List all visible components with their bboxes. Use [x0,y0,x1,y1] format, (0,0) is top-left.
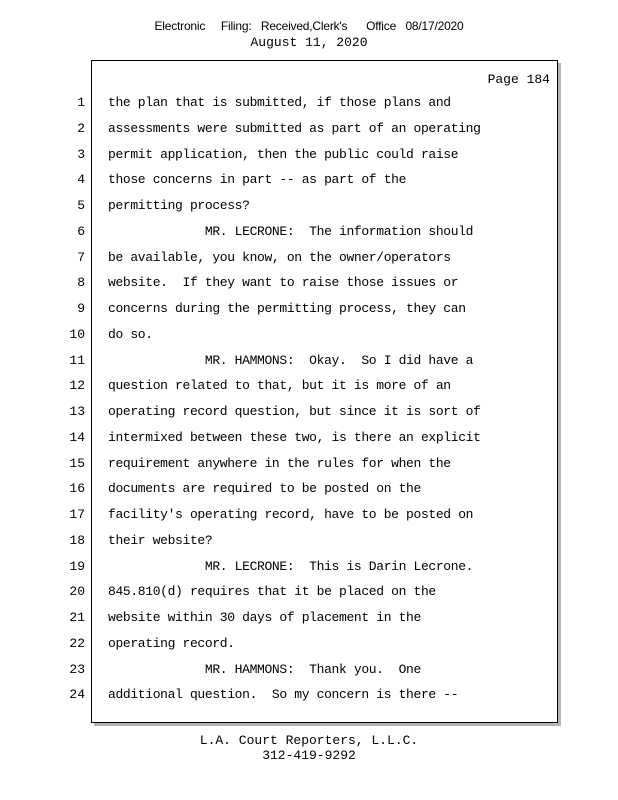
line-text: MR. HAMMONS: Okay. So I did have a [108,352,474,368]
line-number: 3 [77,146,85,162]
line-number: 9 [77,301,85,316]
line-text: be available, you know, on the owner/operators [108,249,451,265]
line-text: those concerns in part -- as part of the [108,172,407,188]
line-number: 16 [69,481,85,497]
line-number: 23 [69,661,85,677]
reporter-company: L.A. Court Reporters, L.L.C. [199,733,419,748]
line-text: MR. LECRONE: This is Darin Lecrone. [108,558,474,574]
line-number: 10 [69,326,85,342]
line-number: 7 [77,249,85,265]
line-number: 14 [69,429,85,445]
line-number: 4 [77,172,85,188]
line-number: 19 [69,558,85,574]
line-text: website within 30 days of placement in the [108,610,421,625]
line-number: 2 [77,120,85,136]
line-number: 24 [69,687,85,703]
line-text: MR. HAMMONS: Thank you. One [108,661,421,677]
line-number: 11 [69,352,85,368]
line-number: 1 [77,95,85,110]
line-number: 8 [77,275,85,291]
line-number: 5 [77,198,85,213]
line-number: 20 [69,584,85,600]
line-text: requirement anywhere in the rules for when the [108,455,451,471]
line-text: permitting process? [108,198,250,213]
line-number: 13 [69,404,85,419]
line-number: 22 [69,635,85,651]
line-text: MR. LECRONE: The information should [108,223,474,239]
line-text: their website? [108,532,213,548]
line-text: assessments were submitted as part of an operating [108,120,481,136]
line-text: the plan that is submitted, if those plans and [108,95,451,110]
line-text: additional question. So my concern is there -- [108,687,459,703]
line-text: operating record question, but since it is sort of [108,404,481,419]
page-number: Page 184 [487,72,550,87]
line-number: 18 [69,532,85,548]
line-text: do so. [108,326,153,342]
line-text: facility's operating record, have to be posted on [108,507,474,522]
line-text: permit application, then the public could raise [108,146,459,162]
line-number: 17 [69,507,85,522]
transcript-page [69,60,558,723]
line-text: operating record. [108,635,235,651]
line-number: 21 [69,610,85,625]
hearing-date: August 11, 2020 [250,35,368,50]
line-text: documents are required to be posted on the [108,481,421,497]
line-text: concerns during the permitting process, they can [108,301,466,316]
reporter-phone: 312-419-9292 [262,748,356,763]
line-text: question related to that, but it is more of an [108,378,451,394]
line-number: 15 [69,455,85,471]
line-number: 12 [69,378,85,394]
line-text: intermixed between these two, is there an explicit [108,429,481,445]
line-text: 845.810(d) requires that it be placed on the [108,584,436,600]
line-number: 6 [77,223,85,239]
efiling-stamp: Electronic Filing: Received,Clerk's Office 08/17/2020 [154,19,464,33]
line-text: website. If they want to raise those issues or [108,275,459,291]
